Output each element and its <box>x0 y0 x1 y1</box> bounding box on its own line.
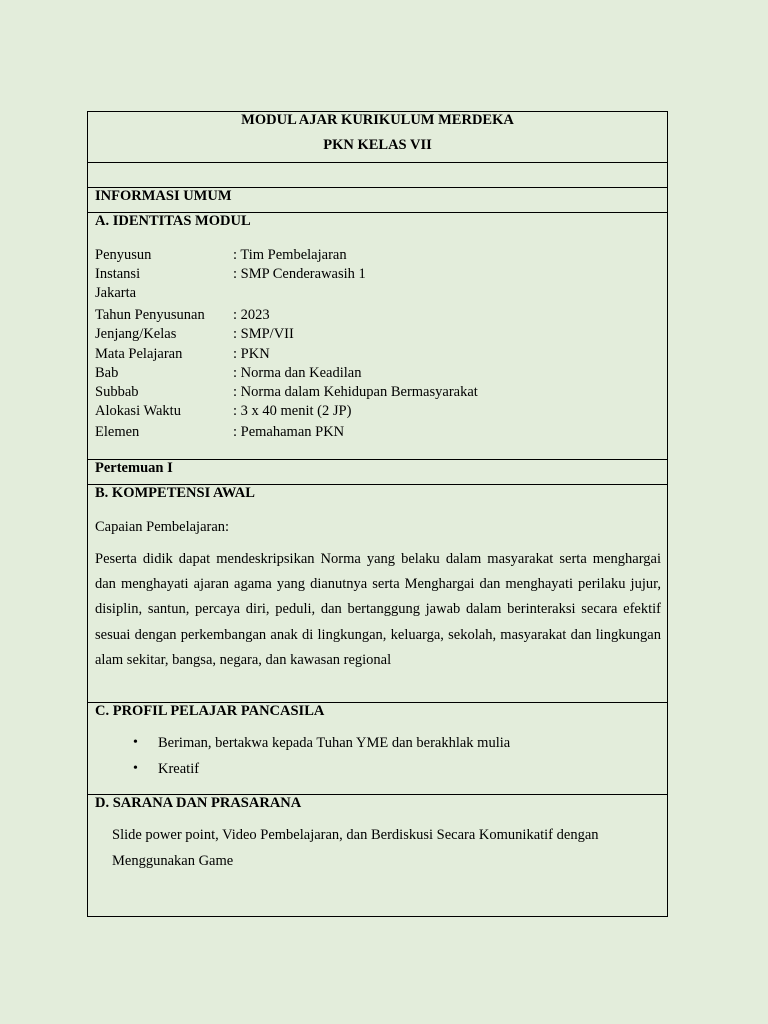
pertemuan-cell <box>88 460 667 485</box>
value-penyusun: : Tim Pembelajaran <box>233 247 347 263</box>
informasi-umum-heading: INFORMASI UMUM <box>95 188 232 204</box>
label-alokasi: Alokasi Waktu <box>95 403 181 419</box>
title-cell <box>88 112 667 163</box>
module-table <box>87 111 668 917</box>
value-instansi: : SMP Cenderawasih 1 <box>233 266 366 282</box>
value-bab: : Norma dan Keadilan <box>233 365 362 381</box>
label-subbab: Subbab <box>95 384 139 400</box>
profil-heading: C. PROFIL PELAJAR PANCASILA <box>95 703 325 719</box>
label-bab: Bab <box>95 365 119 381</box>
label-mapel: Mata Pelajaran <box>95 346 183 362</box>
bullet-icon: • <box>133 735 138 750</box>
profil-item: Kreatif <box>158 761 200 777</box>
value-mapel: : PKN <box>233 346 270 362</box>
label-jenjang: Jenjang/Kelas <box>95 326 177 342</box>
sarana-line: Slide power point, Video Pembelajaran, dan Berdiskusi Secara Komunikatif dengan <box>112 827 599 843</box>
sarana-cell <box>88 795 667 918</box>
sarana-heading: D. SARANA DAN PRASARANA <box>95 795 302 811</box>
label-penyusun: Penyusun <box>95 247 152 263</box>
profil-item: Beriman, bertakwa kepada Tuhan YME dan berakhlak mulia <box>158 735 511 751</box>
capaian-label: Capaian Pembelajaran: <box>95 519 230 535</box>
pertemuan-heading: Pertemuan I <box>95 460 173 476</box>
capaian-paragraph: Peserta didik dapat mendeskripsikan Norma yang belaku dalam masyarakat serta menghargai dan menghayati ajaran agama yang dianutnya serta Menghargai dan menghayati perilaku jujur, disiplin, santun, percaya diri, peduli, dan bertanggung jawab dalam berinteraksi secara efektif sesuai dengan perkembangan anak di lingkungan, keluarga, sekolah, masyarakat dan lingkungan alam sekitar, bangsa, negara, dan kawasan regional <box>95 551 661 668</box>
kompetensi-heading: B. KOMPETENSI AWAL <box>95 485 255 501</box>
label-elemen: Elemen <box>95 424 140 440</box>
label-instansi-wrap: Jakarta <box>95 285 137 301</box>
identitas-cell <box>88 213 667 460</box>
module-subtitle: PKN KELAS VII <box>323 137 432 153</box>
kompetensi-cell <box>88 485 667 703</box>
bullet-icon: • <box>133 761 138 776</box>
value-subbab: : Norma dalam Kehidupan Bermasyarakat <box>233 384 478 400</box>
value-tahun: : 2023 <box>233 307 270 323</box>
value-alokasi: : 3 x 40 menit (2 JP) <box>233 403 352 419</box>
label-instansi: Instansi <box>95 266 141 282</box>
identitas-heading: A. IDENTITAS MODUL <box>95 213 251 229</box>
value-elemen: : Pemahaman PKN <box>233 424 345 440</box>
profil-cell <box>88 703 667 795</box>
informasi-umum-cell <box>88 188 667 213</box>
module-title: MODUL AJAR KURIKULUM MERDEKA <box>241 112 514 128</box>
sarana-line: Menggunakan Game <box>112 853 234 869</box>
empty-cell <box>88 163 667 188</box>
label-tahun: Tahun Penyusunan <box>95 307 205 323</box>
value-jenjang: : SMP/VII <box>233 326 294 342</box>
